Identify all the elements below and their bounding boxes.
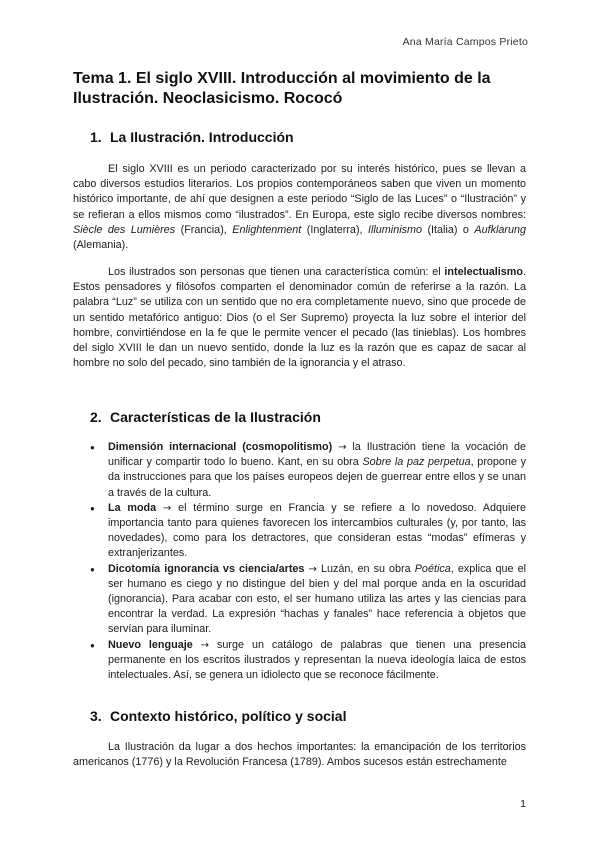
list-item (90, 501, 526, 562)
text-run: (Inglaterra), (301, 223, 368, 236)
text-run: Luzán, en su obra (316, 562, 415, 575)
text-run: el término surge en Francia y se refiere a lo novedoso. Adquiere importancia tanto para quienes favorecen los intercambios culturales (y, por tanto, las novedades), como para los detractores, que consideran estas “modas” efímeras y extranjerizantes. (108, 501, 527, 560)
italic-term: Sobre la paz perpetua (362, 456, 471, 469)
section-heading-2 (90, 409, 321, 425)
section-heading-3 (90, 708, 346, 724)
section-number: 3. (90, 708, 102, 724)
page-number: 1 (520, 798, 526, 810)
text-run: (Alemania). (73, 239, 129, 252)
document-title: Tema 1. El siglo XVIII. Introducción al movimiento de la Ilustración. Neoclasicismo. Rococó (73, 70, 491, 107)
text-run: la Ilustración tiene la vocación de unificar y compartir todo lo bueno. Kant, en su obra (108, 441, 526, 469)
section-heading-1 (90, 129, 294, 145)
italic-term: Illuminismo (368, 223, 422, 236)
italic-term: Poética (414, 562, 451, 575)
bullet-term: Nuevo lenguaje (108, 638, 193, 651)
italic-term: Aufklarung (474, 223, 526, 236)
italic-term: Enlightenment (232, 223, 302, 236)
section-number: 2. (90, 409, 102, 425)
italic-term: Siècle des Lumières (73, 223, 176, 236)
list-item (90, 562, 526, 638)
arrow-icon: → (308, 563, 317, 575)
text-run: , propone y da instrucciones para que los países europeos dejen de guerrear entre ellos y se unan a través de la cultura. (108, 456, 526, 499)
text-run: (Italia) o (422, 223, 475, 236)
bold-term: intelectualismo (444, 266, 523, 278)
arrow-icon: → (338, 442, 347, 453)
section-title: Contexto histórico, político y social (110, 708, 347, 724)
paragraph-context: La Ilustración da lugar a dos hechos importantes: la emancipación de los territorios americanos (1776) y la Revolución Francesa (1789). Ambos sucesos están estrechamente (73, 741, 526, 769)
text-run: Los ilustrados son personas que tienen una característica común: el (108, 266, 445, 278)
section-title: La Ilustración. Introducción (110, 129, 294, 145)
bullet-term: Dicotomía ignorancia vs ciencia/artes (108, 562, 305, 575)
characteristics-list (90, 440, 526, 683)
section-title: Características de la Ilustración (110, 409, 321, 425)
text-run: . Estos pensadores y filósofos comparten el denominador común de referirse a la razón. La palabra “Luz” se utiliza con un sentido que no era completamente nuevo, sino que procede de un sentido metafórico antiguo: Dios (o el Ser Supremo) proyecta la luz sobre el interior del hombre, convirtiéndose en la fe que le permite vencer el pecado (las tinieblas). Los hombres del siglo XVIII le dan un nuevo sentido, donde la luz es la razón que es capaz de sacar al hombre no solo del pecado, sino también de la ignorancia y el atraso. (73, 266, 526, 370)
arrow-icon: → (162, 502, 172, 514)
paragraph-intro (73, 162, 526, 253)
text-run: , explica que el ser humano es ciego y no distingue del bien y del mal porque anda en la oscuridad (ignorancia). Para acabar con esto, el ser humano utiliza las artes y las ciencias para encontrar la verdad. La expresión “hachas y fanales” hace referencia a objetos que servían para iluminar. (108, 562, 526, 636)
paragraph-ilustrados (73, 265, 526, 371)
list-item (90, 638, 526, 684)
header-author: Ana María Campos Prieto (402, 36, 528, 48)
text-run: El siglo XVIII es un periodo caracterizado por su interés histórico, pues se llevan a cabo diversos estudios literarios. Los propios contemporáneos saben que viven un momento histórico importante, de ahí que designen a este periodo “Siglo de las Luces” o “Ilustración” y se refieran a ellos mismos como “ilustrados”. En Europa, este siglo recibe diversos nombres: (73, 163, 526, 221)
text-run: surge un catálogo de palabras que tienen una presencia permanente en los escritos ilustrados y representan la nueva ideología laica de estos intelectuales. Así, se genera un idiolecto que se reconoce fácilmente. (108, 638, 526, 682)
bullet-term: Dimensión internacional (cosmopolitismo) (108, 441, 333, 453)
section-number: 1. (90, 129, 102, 145)
bullet-term: La moda (108, 501, 157, 514)
list-item (90, 440, 526, 501)
text-run: (Francia), (175, 223, 233, 236)
arrow-icon: → (200, 639, 210, 651)
